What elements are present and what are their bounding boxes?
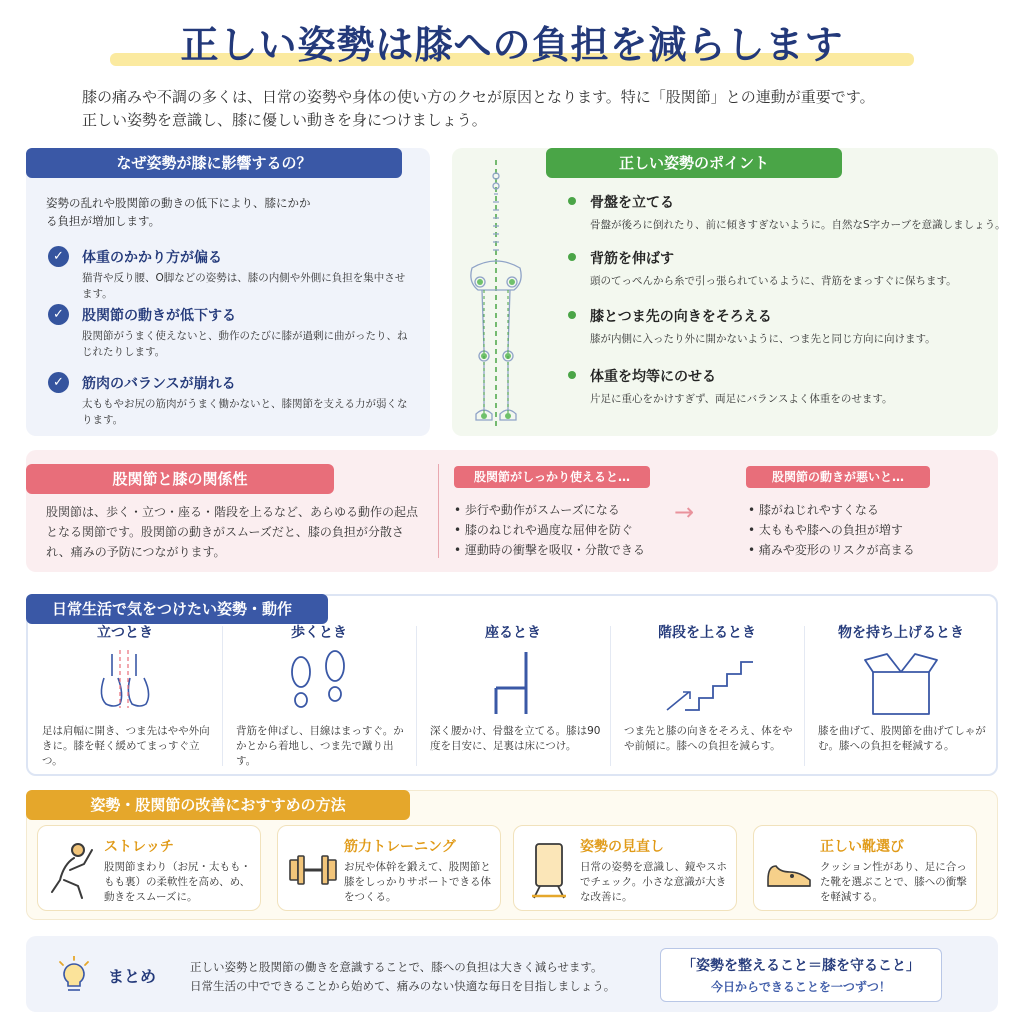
list-item: • 歩行や動作がスムーズになる: [454, 500, 645, 520]
point-text: 骨盤が後ろに倒れたり、前に傾きすぎないように。自然なS字カーブを意識しましょう。: [590, 219, 1006, 231]
methods-heading: 姿勢・股関節の改善におすすめの方法: [26, 790, 410, 820]
reason-title: 体重のかかり方が偏る: [82, 250, 222, 266]
methods-card: [26, 790, 998, 920]
divider: [438, 464, 439, 558]
reason-text: 太ももやお尻の筋肉がうまく働かないと、膝関節を支える力が弱くなります。: [82, 398, 408, 426]
daily-col: [610, 624, 804, 774]
page-title: 正しい姿勢は膝への負担を減らします: [180, 23, 844, 67]
relation-card: [26, 450, 998, 572]
relation-text: 股関節は、歩く・立つ・座る・階段を上るなど、あらゆる動作の起点となる関節です。股関節の動きがスムーズだと、膝の負担が分散され、痛みの予防につながります。: [46, 505, 419, 559]
method-title: ストレッチ: [104, 839, 174, 855]
lightbulb-icon: [56, 956, 92, 996]
method-title: 正しい靴選び: [820, 839, 904, 855]
box-icon: [861, 648, 941, 718]
reason-title: 股関節の動きが低下する: [82, 308, 236, 324]
daily-col-title: 階段を上るとき: [658, 625, 756, 641]
daily-col-text: 背筋を伸ばし、目線はまっすぐ。かかとから着地し、つま先で蹴り出す。: [236, 725, 404, 767]
good-list: [454, 500, 645, 560]
check-icon: ✓: [48, 246, 69, 267]
points-heading: 正しい姿勢のポイント: [546, 148, 842, 178]
daily-col: [28, 624, 222, 774]
point-text: 頭のてっぺんから糸で引っ張られているように、背筋をまっすぐに保ちます。: [590, 275, 957, 287]
daily-col-title: 物を持ち上げるとき: [838, 625, 964, 641]
points-card: [452, 148, 1006, 436]
point-title: 膝とつま先の向きをそろえる: [590, 309, 772, 325]
intro-line-2: 正しい姿勢を意識し、膝に優しい動きを身につけましょう。: [82, 111, 487, 129]
quote-sub: 今日からできることを一つずつ！: [711, 980, 891, 994]
why-lead: 姿勢の乱れや股関節の動きの低下により、膝にかかる負担が増加します。: [46, 196, 311, 228]
shoe-icon: [764, 840, 814, 900]
mirror-icon: [524, 840, 574, 900]
check-icon: ✓: [48, 372, 69, 393]
method-title: 姿勢の見直し: [580, 839, 664, 855]
bad-list: [748, 500, 915, 560]
daily-col: [222, 624, 416, 774]
point-text: 片足に重心をかけすぎず、両足にバランスよく体重をのせます。: [590, 393, 893, 405]
daily-col-text: つま先と膝の向きをそろえ、体をやや前傾に。膝への負担を減らす。: [624, 725, 793, 752]
quote-main: 「姿勢を整えること＝膝を守ること」: [682, 958, 920, 974]
point-title: 背筋を伸ばす: [590, 251, 674, 267]
intro: [82, 86, 982, 132]
summary-quote: [660, 948, 942, 1002]
daily-card: [26, 594, 998, 776]
stairs-icon: [657, 648, 757, 718]
point-title: 骨盤を立てる: [590, 195, 674, 211]
daily-col: [416, 624, 610, 774]
why-heading: なぜ姿勢が膝に影響するの？: [26, 148, 402, 178]
method-title: 筋力トレーニング: [344, 839, 456, 855]
bad-heading: 股関節の動きが悪いと…: [746, 466, 930, 488]
dumbbell-icon: [288, 840, 338, 900]
daily-col-text: 膝を曲げて、股関節を曲げてしゃがむ。膝への負担を軽減する。: [818, 725, 986, 752]
bullet-dot: [568, 197, 576, 205]
daily-col: [804, 624, 998, 774]
method-text: クッション性があり、足に合った靴を選ぶことで、膝への衝撃を軽減する。: [820, 861, 967, 903]
daily-col-text: 深く腰かけ、骨盤を立てる。膝は90度を目安に、足裏は床につけ。: [430, 725, 601, 752]
bullet-dot: [568, 371, 576, 379]
daily-col-title: 立つとき: [97, 625, 153, 641]
why-card: [26, 148, 430, 436]
stretch-icon: [48, 840, 98, 900]
daily-col-title: 歩くとき: [291, 625, 347, 641]
method-text: お尻や体幹を鍛えて、股関節と膝をしっかりサポートできる体をつくる。: [344, 861, 491, 903]
summary-card: [26, 936, 998, 1012]
arrow-right-icon: →: [674, 498, 695, 526]
reason-text: 股関節がうまく使えないと、動作のたびに膝が過剰に曲がったり、ねじれたりします。: [82, 330, 408, 358]
point-title: 体重を均等にのせる: [590, 369, 716, 385]
intro-line-1: 膝の痛みや不調の多くは、日常の姿勢や身体の使い方のクセが原因となります。特に「股関節」との連動が重要です。: [82, 88, 875, 106]
relation-heading: 股関節と膝の関係性: [26, 464, 334, 494]
list-item: • 運動時の衝撃を吸収・分散できる: [454, 540, 645, 560]
standing-feet-icon: [90, 648, 160, 718]
list-item: • 痛みや変形のリスクが高まる: [748, 540, 915, 560]
reason-title: 筋肉のバランスが崩れる: [82, 376, 236, 392]
method-card: [37, 825, 261, 911]
check-icon: ✓: [48, 304, 69, 325]
summary-text: [190, 958, 660, 996]
method-card: [753, 825, 977, 911]
method-card: [277, 825, 501, 911]
daily-col-text: 足は肩幅に開き、つま先はやや外向きに。膝を軽く緩めてまっすぐ立つ。: [42, 725, 210, 767]
daily-col-title: 座るとき: [485, 625, 541, 641]
point-text: 膝が内側に入ったり外に開かないように、つま先と同じ方向に向けます。: [590, 333, 936, 345]
daily-heading: 日常生活で気をつけたい姿勢・動作: [26, 594, 328, 624]
list-item: • 膝がねじれやすくなる: [748, 500, 915, 520]
summary-line-1: 正しい姿勢と股関節の働きを意識することで、膝への負担は大きく減らせます。: [190, 960, 603, 974]
bullet-dot: [568, 253, 576, 261]
list-item: • 太ももや膝への負担が増す: [748, 520, 915, 540]
summary-line-2: 日常生活の中でできることから始めて、痛みのない快適な毎日を目指しましょう。: [190, 979, 616, 993]
method-text: 日常の姿勢を意識し、鏡やスホでチェック。小さな意識が大きな改善に。: [580, 861, 727, 903]
bullet-dot: [568, 311, 576, 319]
method-text: 股関節まわり（お尻・太もも・もも裏）の柔軟性を高め、め、動きをスムーズに。: [104, 861, 251, 903]
method-card: [513, 825, 737, 911]
reason-text: 猫背や反り腰、O脚などの姿勢は、膝の内側や外側に負担を集中させます。: [82, 272, 406, 300]
list-item: • 膝のねじれや過度な屈伸を防ぐ: [454, 520, 645, 540]
skeleton-icon: [458, 160, 538, 430]
title-wrap: [0, 14, 1024, 69]
chair-icon: [478, 648, 548, 718]
summary-heading: まとめ: [108, 967, 157, 986]
footprints-icon: [279, 648, 359, 718]
good-heading: 股関節がしっかり使えると…: [454, 466, 650, 488]
